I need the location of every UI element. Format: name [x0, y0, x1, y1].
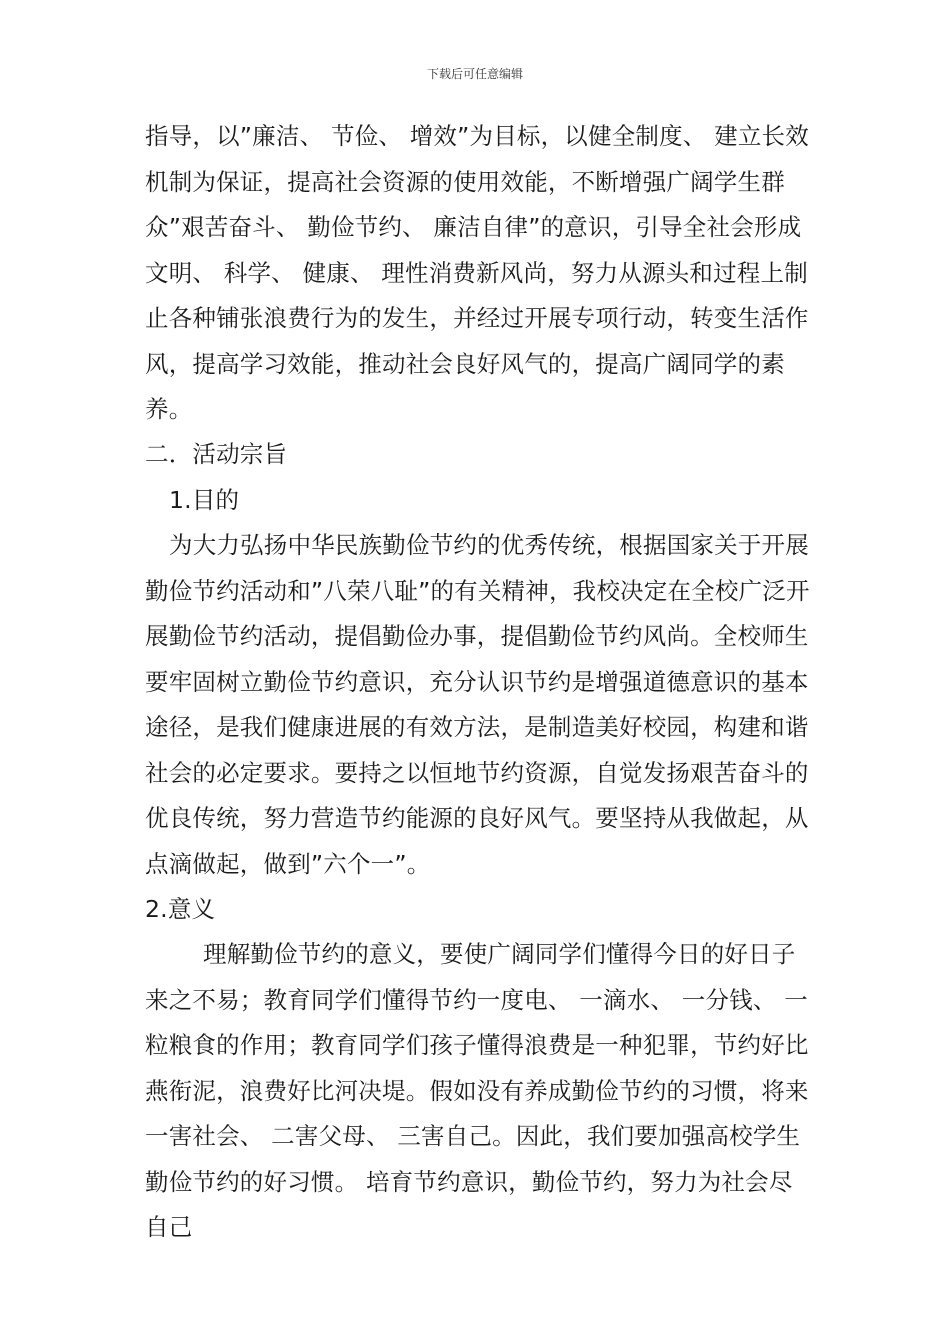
subheading-meaning: 2.意义	[145, 895, 216, 923]
page-header: 下载后可任意编辑	[426, 67, 523, 81]
intro-paragraph: 指导，以”廉洁、 节俭、 增效”为目标，以健全制度、 建立长效机制为保证，提高社会资源的使用效能，不断增强广阔学生群众”艰苦奋斗、 勤俭节约、 廉洁自律”的意识，引导全社会形成文明、 科学、 健康、 理性消费新风尚，努力从源头和过程上制止各种铺张浪费行为的发生，并经过开展专项行动，转变生活作风，提高学习效能，推动社会良好风气的，提高广阔同学的素养。	[145, 122, 809, 423]
section-heading-purpose: 二．活动宗旨	[145, 440, 288, 468]
subheading-goal: 1.目的	[169, 486, 240, 514]
meaning-paragraph: 理解勤俭节约的意义，要使广阔同学们懂得今日的好日子来之不易；教育同学们懂得节约一度电、 一滴水、 一分钱、 一粒粮食的作用；教育同学们孩子懂得浪费是一种犯罪，节约好比燕衔泥，浪费好比河决堤。假如没有养成勤俭节约的习惯，将来一害社会、 二害父母、 三害自己。因此，我们要加强高校学生勤俭节约的好习惯。 培育节约意识，勤俭节约，努力为社会尽自己	[145, 940, 809, 1241]
goal-paragraph: 为大力弘扬中华民族勤俭节约的优秀传统，根据国家关于开展勤俭节约活动和”八荣八耻”的有关精神，我校决定在全校广泛开展勤俭节约活动，提倡勤俭办事，提倡勤俭节约风尚。全校师生要牢固树立勤俭节约意识，充分认识节约是增强道德意识的基本途径，是我们健康进展的有效方法，是制造美好校园，构建和谐社会的必定要求。要持之以恒地节约资源，自觉发扬艰苦奋斗的优良传统，努力营造节约能源的良好风气。要坚持从我做起，从点滴做起，做到”六个一”。	[145, 531, 810, 878]
